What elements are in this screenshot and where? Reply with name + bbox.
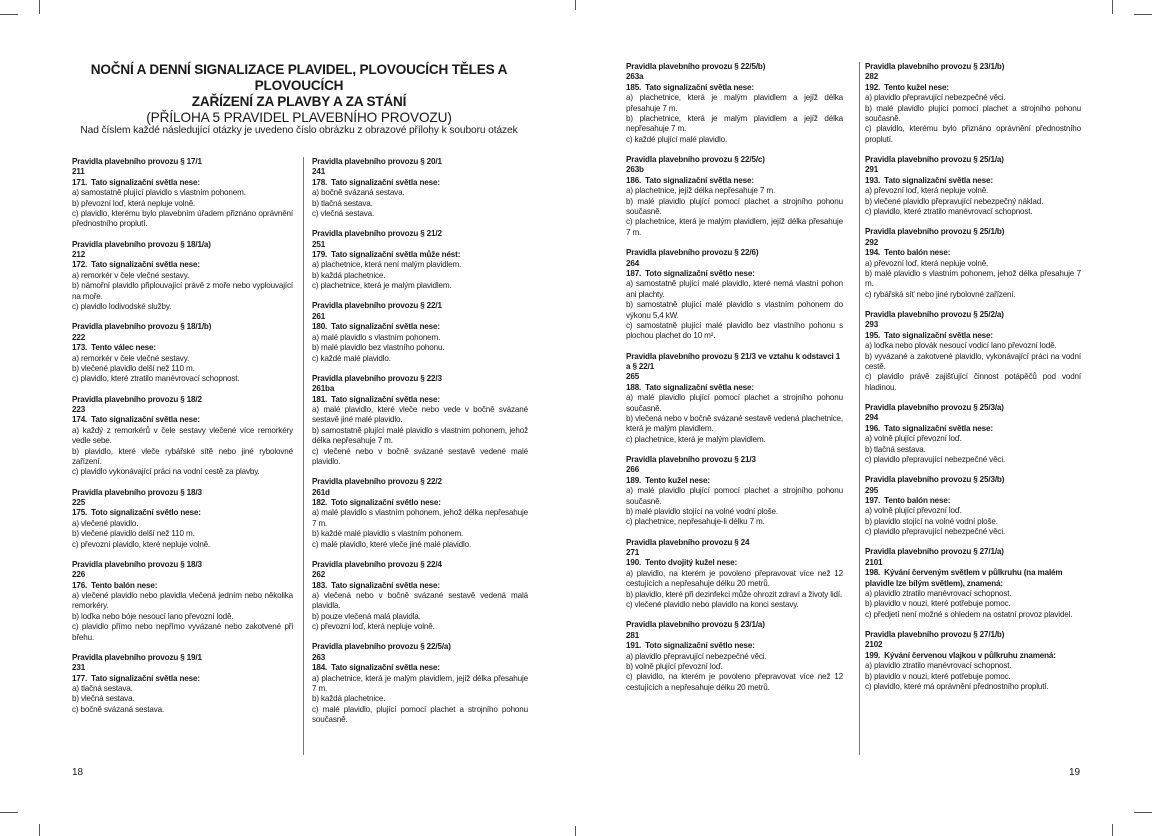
question-block — [865, 630, 1081, 692]
question-source: Pravidla plavebního provozu § 22/6) — [626, 248, 759, 258]
question-text: Tato signalizační světla nese: — [884, 330, 993, 340]
answer-option: c) převozní plavidlo, které nepluje volně. — [72, 539, 211, 549]
answer-option: c) plachetnice, která je malým plavidlem, jejíž délka přesahuje 7 m. — [626, 217, 843, 237]
answer-option: c) každé malé plavidlo. — [312, 353, 391, 363]
question-source: Pravidla plavebního provozu § 25/1/a) — [865, 155, 1004, 165]
crop-mark — [575, 0, 576, 10]
answer-option: b) plavidlo, které vleče rybářské sítě nebo jiné rybolovné zařízení. — [72, 446, 293, 466]
question-block — [626, 455, 843, 528]
answer-option: a) převozní loď, která nepluje volně. — [865, 258, 989, 268]
question-text: Tento kužel nese: — [884, 82, 949, 92]
image-number: 263 — [312, 652, 326, 662]
question-block — [72, 395, 293, 478]
answer-option: b) vlečené plavidlo delší než 110 m. — [72, 363, 195, 373]
question-number: 174. — [72, 415, 88, 425]
answer-option: c) vlečené plavidlo nebo plavidlo na konci sestavy. — [626, 600, 799, 610]
question-block — [72, 240, 293, 313]
answer-option: c) plavidlo právě zajišťující činnost potápěčů pod vodní hladinou. — [865, 372, 1081, 392]
image-number: 261ba — [312, 384, 335, 394]
answer-option: b) plavidlo, které při dezinfekci může ohrozit zdraví a životy lidí. — [626, 589, 843, 599]
question-number: 173. — [72, 343, 88, 353]
answer-option: b) plavidlo v nouzi, které potřebuje pomoc. — [865, 599, 1011, 609]
question-number: 198. — [865, 568, 881, 578]
column-divider — [303, 157, 304, 755]
question-block — [312, 374, 528, 468]
question-stem — [72, 508, 293, 518]
answer-option: b) vlečená nebo v bočně svázané sestavě vedená plachetnice, která je malým plavidlem. — [626, 413, 843, 434]
answer-option: b) malé plavidlo stojící na volné vodní ploše. — [626, 507, 778, 517]
question-block — [626, 620, 843, 693]
answer-option: b) plavidlo v nouzi, které potřebuje pomoc. — [865, 671, 1011, 681]
answer-option: c) plachetnice, která je malým plavidlem. — [312, 281, 452, 291]
question-number: 186. — [626, 175, 642, 185]
question-block — [72, 560, 293, 643]
question-number: 179. — [312, 250, 328, 260]
answer-option: b) vlečené plavidlo delší než 110 m. — [72, 529, 195, 539]
image-number: 225 — [72, 497, 86, 507]
question-stem — [865, 248, 1081, 258]
page-number-left: 18 — [72, 767, 84, 778]
question-text: Tato signalizační světla nese: — [91, 177, 200, 187]
question-block — [626, 155, 843, 238]
question-source: Pravidla plavebního provozu § 21/3 ve vztahu k odstavci 1 a § 22/1 — [626, 351, 841, 371]
answer-option: c) plavidlo přepravující nebezpečné věci. — [865, 455, 1006, 464]
answer-option: b) plavidlo stojící na volné vodní ploše. — [865, 516, 998, 526]
title-line-3: (PŘÍLOHA 5 PRAVIDEL PLAVEBNÍHO PROVOZU) — [146, 110, 452, 125]
question-block — [312, 301, 528, 363]
question-source: Pravidla plavebního provozu § 22/2 — [312, 477, 442, 487]
image-number: 294 — [865, 413, 879, 423]
answer-option: c) plavidlo přímo nebo nepřímo vyvázané nebo zakotvené při břehu. — [72, 622, 293, 642]
question-number: 177. — [72, 673, 88, 683]
question-stem — [312, 498, 528, 508]
question-block — [72, 488, 293, 550]
image-number: 263b — [626, 165, 644, 175]
question-text: Tato signalizační světla nese: — [331, 394, 440, 404]
question-source: Pravidla plavebního provozu § 19/1 — [72, 652, 202, 662]
question-text: Toto signalizační světlo nese: — [91, 508, 201, 518]
crop-mark — [575, 826, 576, 836]
question-stem — [626, 383, 843, 393]
question-stem — [312, 395, 528, 405]
question-number: 190. — [626, 558, 642, 568]
question-block — [312, 560, 528, 633]
question-number: 172. — [72, 260, 88, 270]
question-block — [865, 310, 1081, 393]
question-block — [865, 475, 1081, 537]
answer-option: a) malé plavidlo plující pomocí plachet a strojního pohonu současně. — [626, 393, 843, 413]
answer-option: a) remorkér v čele vlečné sestavy. — [72, 270, 190, 280]
image-number: 265 — [626, 372, 640, 382]
question-text: Tato signalizační světla nese: — [331, 663, 440, 673]
question-text: Tato signalizační světla může nést: — [331, 250, 461, 260]
crop-mark — [39, 0, 40, 14]
question-stem — [626, 83, 843, 93]
question-source: Pravidla plavebního provozu § 24 — [626, 537, 750, 547]
answer-option: b) plachetnice, která je malým plavidlem a jejíž délka nepřesahuje 7 m. — [626, 114, 843, 134]
question-text: Tato signalizační světla nese: — [645, 175, 754, 185]
image-number: 222 — [72, 332, 86, 342]
question-source: Pravidla plavebního provozu § 27/1/b) — [865, 630, 1005, 640]
image-number: 266 — [626, 465, 640, 475]
subtitle: Nad číslem každé následující otázky je uvedeno číslo obrázku z obrazové přílohy k souboru otázek — [80, 125, 518, 136]
answer-option: c) plavidlo, na kterém je povoleno přepravovat více než 12 cestujících a nepřesahuje délku 20 metrů. — [626, 672, 843, 692]
answer-option: b) každá plachetnice. — [312, 694, 386, 704]
page-number-right: 19 — [1069, 767, 1081, 778]
answer-option: c) rybářská síť nebo jiné rybolovné zařízení. — [865, 289, 1016, 299]
answer-option: a) plavidlo, na kterém je povoleno přepravovat více než 12 cestujících a nepřesahuje délku 20 metrů. — [626, 568, 843, 589]
image-number: 241 — [312, 167, 326, 177]
question-number: 182. — [312, 497, 328, 507]
answer-option: b) malé plavidlo plující pomocí plachet a strojního pohonu současně. — [626, 196, 843, 217]
question-source: Pravidla plavebního provozu § 22/5/c) — [626, 155, 765, 165]
answer-option: b) vlečná sestava. — [72, 694, 135, 704]
answer-option: b) převozní loď, která nepluje volně. — [72, 198, 196, 208]
crop-mark — [1112, 0, 1113, 14]
question-source: Pravidla plavebního provozu § 22/5/a) — [312, 642, 451, 652]
question-text: Toto signalizační světlo nese: — [331, 497, 441, 507]
question-text: Kývání červeným světlem v půlkruhu (na malém plavidle lze bílým světlem), znamená: — [865, 568, 1063, 588]
image-number: 212 — [72, 250, 86, 260]
answer-option: a) plachetnice, která je malým plavidlem a jejíž délka přesahuje 7 m. — [626, 93, 843, 113]
question-block — [312, 229, 528, 291]
answer-option: a) loďka nebo plovák nesoucí vodicí lano převozní lodě. — [865, 341, 1057, 351]
answer-option: c) každé plující malé plavidlo. — [626, 134, 728, 144]
answer-option: c) bočně svázaná sestava. — [72, 704, 165, 714]
answer-option: c) plavidlo lodivodské služby. — [72, 302, 172, 312]
answer-option: a) malé plavidlo s vlastním pohonem. — [312, 332, 441, 342]
question-number: 181. — [312, 394, 328, 404]
question-number: 184. — [312, 663, 328, 673]
question-stem — [72, 343, 293, 353]
question-number: 176. — [72, 580, 88, 590]
answer-option: b) malé plavidlo plující pomocí plachet a strojního pohonu současně. — [865, 103, 1081, 124]
image-number: 281 — [626, 630, 640, 640]
column-divider — [859, 62, 860, 755]
image-number: 271 — [626, 548, 640, 558]
answer-option: b) vyvázané a zakotvené plavidlo, vykonávající práci na vodní cestě. — [865, 351, 1081, 371]
answer-option: b) loďka nebo bóje nesoucí lano převozní lodě. — [72, 611, 234, 621]
answer-option: a) plachetnice, která je malým plavidlem, jejíž délka přesahuje 7 m. — [312, 673, 528, 694]
question-source: Pravidla plavebního provozu § 25/3/a) — [865, 402, 1004, 412]
answer-option: a) plachetnice, jejíž délka nepřesahuje 7 m. — [626, 186, 776, 196]
question-text: Tento kužel nese: — [645, 475, 710, 485]
title-line-1: NOČNÍ A DENNÍ SIGNALIZACE PLAVIDEL, PLOVOUCÍCH TĚLES A PLOVOUCÍCH — [90, 62, 508, 93]
answer-option: b) každá plachetnice. — [312, 270, 386, 280]
crop-mark — [39, 824, 40, 836]
question-text: Tato signalizační světla nese: — [91, 260, 200, 270]
answer-option: c) plavidlo, které ztratilo manévrovací schopnost. — [865, 207, 1033, 217]
answer-option: a) vlečená nebo v bočně svázané sestavě vedená malá plavidla. — [312, 591, 528, 611]
question-text: Tento balón nese: — [884, 248, 951, 258]
question-stem — [72, 178, 293, 188]
answer-option: b) tlačná sestava. — [865, 444, 926, 454]
question-number: 195. — [865, 330, 881, 340]
question-column-2 — [312, 157, 528, 726]
question-block — [312, 477, 528, 550]
question-number: 191. — [626, 641, 642, 651]
answer-option: a) malé plavidlo s vlastním pohonem, jehož délka nepřesahuje 7 m. — [312, 508, 528, 528]
answer-option: b) námořní plavidlo připlouvající právě z moře nebo vyplouvající na moře. — [72, 281, 293, 301]
answer-option: b) malé plavidlo bez vlastního pohonu. — [312, 343, 445, 353]
crop-mark — [1112, 824, 1113, 836]
question-text: Tento dvojitý kužel nese: — [645, 558, 738, 568]
question-source: Pravidla plavebního provozu § 25/3/b) — [865, 475, 1005, 485]
answer-option: b) každé malé plavidlo s vlastním pohonem. — [312, 529, 464, 539]
image-number: 211 — [72, 167, 85, 177]
question-source: Pravidla plavebního provozu § 21/2 — [312, 229, 442, 239]
answer-option: a) samostatně plující malé plavidlo, které nemá vlastní pohon ani plachty. — [626, 279, 843, 299]
question-text: Tato signalizační světla nese: — [645, 82, 754, 92]
question-text: Tato signalizační světla nese: — [91, 673, 200, 683]
image-number: 291 — [865, 165, 879, 175]
answer-option: c) plavidlo, kterému bylo plavebním úřadem přiznáno oprávnění přednostního proplutí. — [72, 209, 293, 229]
question-number: 180. — [312, 322, 328, 332]
page-title — [62, 62, 536, 126]
question-source: Pravidla plavebního provozu § 22/1 — [312, 301, 442, 311]
answer-option: b) volně plující převozní loď. — [626, 661, 723, 671]
answer-option: c) převozní loď, která nepluje volně. — [312, 622, 435, 632]
question-text: Tato signalizační světla nese: — [645, 382, 754, 392]
question-source: Pravidla plavebního provozu § 18/3 — [72, 487, 202, 497]
image-number: 261 — [312, 311, 326, 321]
question-stem — [72, 674, 293, 684]
question-text: Tato signalizační světla nese: — [331, 177, 440, 187]
question-stem — [865, 568, 1081, 589]
question-number: 192. — [865, 82, 881, 92]
question-number: 183. — [312, 580, 328, 590]
answer-option: c) plavidlo vykonávající práci na vodní cestě za plavby. — [72, 467, 260, 477]
question-block — [626, 248, 843, 342]
question-stem — [312, 322, 528, 332]
question-number: 178. — [312, 177, 328, 187]
answer-option: a) plavidlo ztratilo manévrovací schopnost. — [865, 661, 1012, 671]
answer-option: a) remorkér v čele vlečné sestavy. — [72, 353, 190, 363]
answer-option: b) malé plavidlo s vlastním pohonem, jehož délka přesahuje 7 m. — [865, 268, 1081, 289]
answer-option: b) pouze vlečená malá plavidla. — [312, 611, 421, 621]
answer-option: a) vlečené plavidlo. — [72, 518, 139, 528]
question-source: Pravidla plavebního provozu § 18/1/b) — [72, 322, 212, 332]
image-number: 263a — [626, 72, 644, 82]
answer-option: c) plachetnice, nepřesahuje-li délku 7 m. — [626, 517, 765, 527]
question-source: Pravidla plavebního provozu § 20/1 — [312, 157, 442, 166]
question-stem — [72, 581, 293, 591]
answer-option: c) plavidlo, kterému bylo přiznáno oprávnění přednostního proplutí. — [865, 124, 1081, 144]
question-number: 199. — [865, 650, 881, 660]
answer-option: c) plavidlo přepravující nebezpečné věci. — [865, 527, 1006, 537]
image-number: 231 — [72, 663, 86, 673]
image-number: 261d — [312, 487, 330, 497]
question-stem — [72, 260, 293, 270]
answer-option: c) předjetí není možné s ohledem na ostatní provoz plavidel. — [865, 609, 1073, 619]
question-stem — [626, 558, 843, 568]
answer-option: a) každý z remorkérů v čele sestavy vlečené více remorkéry vedle sebe. — [72, 425, 293, 446]
question-stem — [312, 178, 528, 188]
question-block — [72, 322, 293, 384]
answer-option: c) malé plavidlo, plující pomocí plachet a strojního pohonu současně. — [312, 704, 528, 725]
crop-mark — [1134, 812, 1152, 813]
image-number: 295 — [865, 485, 879, 495]
question-stem — [865, 496, 1081, 506]
question-text: Tato signalizační světla nese: — [331, 580, 440, 590]
question-stem — [865, 331, 1081, 341]
question-block — [72, 653, 293, 715]
answer-option: a) plavidlo přepravující nebezpečné věci. — [865, 93, 1006, 103]
answer-option: c) plavidlo, které ztratilo manévrovací schopnost. — [72, 374, 240, 384]
image-number: 282 — [865, 72, 879, 82]
image-number: 2101 — [865, 557, 883, 567]
answer-option: b) vlečené plavidlo přepravující nebezpečný náklad. — [865, 196, 1044, 206]
answer-option: a) bočně svázaná sestava. — [312, 188, 405, 198]
answer-option: c) plavidlo, které má oprávnění přednostního proplutí. — [865, 682, 1049, 692]
answer-option: a) samostatně plující plavidlo s vlastním pohonem. — [72, 188, 246, 198]
answer-option: b) samostatně plující malé plavidlo s vlastním pohonem, jehož délka nepřesahuje 7 m. — [312, 425, 528, 446]
question-source: Pravidla plavebního provozu § 18/3 — [72, 559, 202, 569]
question-text: Tato signalizační světla nese: — [91, 415, 200, 425]
answer-option: a) volně plující převozní loď. — [865, 434, 962, 444]
image-number: 262 — [312, 570, 326, 580]
question-column-1 — [72, 157, 293, 715]
question-block — [312, 642, 528, 725]
answer-option: a) volně plující převozní loď. — [865, 506, 962, 516]
question-text: Tato signalizační světla nese: — [884, 423, 993, 433]
image-number: 226 — [72, 570, 86, 580]
question-block — [312, 157, 528, 219]
question-source: Pravidla plavebního provozu § 25/1/b) — [865, 227, 1005, 237]
question-text: Tento balón nese: — [91, 580, 158, 590]
question-stem — [312, 250, 528, 260]
question-stem — [626, 641, 843, 651]
question-block — [865, 227, 1081, 300]
answer-option: a) plavidlo přepravující nebezpečné věci. — [626, 651, 767, 661]
question-block — [626, 538, 843, 611]
question-column-3 — [626, 62, 843, 693]
question-stem — [865, 424, 1081, 434]
question-block — [626, 62, 843, 145]
answer-option: c) samostatně plující malé plavidlo bez vlastního pohonu s plochou plachet do 10 m². — [626, 320, 843, 341]
question-source: Pravidla plavebního provozu § 27/1/a) — [865, 547, 1004, 557]
answer-option: c) plachetnice, která je malým plavidlem. — [626, 434, 766, 444]
question-text: Tato signalizační světla nese: — [884, 175, 993, 185]
question-text: Tento válec nese: — [91, 343, 156, 353]
question-text: Toto signalizační světlo nese: — [645, 641, 755, 651]
question-number: 196. — [865, 423, 881, 433]
question-block — [72, 157, 293, 230]
answer-option: a) převozní loď, která nepluje volně. — [865, 186, 989, 196]
answer-option: a) tlačná sestava. — [72, 684, 133, 694]
question-stem — [626, 269, 843, 279]
question-stem — [626, 476, 843, 486]
question-number: 171. — [72, 177, 88, 187]
question-text: Tato signalizační světla nese: — [331, 322, 440, 332]
question-block — [626, 352, 843, 446]
question-number: 185. — [626, 82, 642, 92]
crop-mark — [0, 14, 18, 15]
question-stem — [865, 651, 1081, 661]
question-stem — [72, 415, 293, 425]
question-stem — [312, 663, 528, 673]
question-number: 194. — [865, 248, 881, 258]
image-number: 292 — [865, 237, 879, 247]
answer-option: b) tlačná sestava. — [312, 198, 373, 208]
answer-option: a) plavidlo ztratilo manévrovací schopnost. — [865, 589, 1012, 599]
image-number: 251 — [312, 239, 326, 249]
question-source: Pravidla plavebního provozu § 23/1/a) — [626, 620, 765, 630]
question-stem — [865, 83, 1081, 93]
question-source: Pravidla plavebního provozu § 21/3 — [626, 455, 756, 464]
question-block — [865, 403, 1081, 465]
answer-option: a) malé plavidlo, které vleče nebo vede v bočně svázané sestavě jiné malé plavidlo. — [312, 404, 528, 425]
question-block — [865, 547, 1081, 620]
question-stem — [626, 176, 843, 186]
question-text: Kývání červenou vlajkou v půlkruhu znamená: — [884, 650, 1056, 660]
question-block — [865, 62, 1081, 145]
question-source: Pravidla plavebního provozu § 23/1/b) — [865, 62, 1005, 71]
question-source: Pravidla plavebního provozu § 22/4 — [312, 559, 442, 569]
question-text: Toto signalizační světlo nese: — [645, 268, 755, 278]
question-source: Pravidla plavebního provozu § 22/3 — [312, 373, 442, 383]
image-number: 2102 — [865, 640, 883, 650]
question-source: Pravidla plavebního provozu § 22/5/b) — [626, 62, 766, 71]
answer-option: c) malé plavidlo, které vleče jiné malé plavidlo. — [312, 539, 472, 549]
answer-option: c) vlečené nebo v bočně svázané sestavě vedené malé plavidlo. — [312, 446, 528, 466]
crop-mark — [0, 812, 18, 813]
question-number: 187. — [626, 268, 642, 278]
answer-option: a) malé plavidlo plující pomocí plachet a strojního pohonu současně. — [626, 486, 843, 506]
image-number: 223 — [72, 404, 86, 414]
question-number: 197. — [865, 496, 881, 506]
question-column-4 — [865, 62, 1081, 693]
crop-mark — [1134, 14, 1152, 15]
question-text: Tento balón nese: — [884, 496, 951, 506]
image-number: 264 — [626, 258, 640, 268]
question-stem — [865, 176, 1081, 186]
question-number: 188. — [626, 382, 642, 392]
question-source: Pravidla plavebního provozu § 17/1 — [72, 157, 202, 166]
question-source: Pravidla plavebního provozu § 18/1/a) — [72, 239, 211, 249]
question-number: 175. — [72, 508, 88, 518]
question-source: Pravidla plavebního provozu § 25/2/a) — [865, 309, 1004, 319]
question-number: 193. — [865, 175, 881, 185]
answer-option: c) vlečná sestava. — [312, 209, 375, 219]
question-stem — [312, 581, 528, 591]
title-line-2: ZAŘÍZENÍ ZA PLAVBY A ZA STÁNÍ — [191, 94, 407, 109]
answer-option: a) vlečené plavidlo nebo plavidla vlečená jedním nebo několika remorkéry. — [72, 591, 293, 611]
question-source: Pravidla plavebního provozu § 18/2 — [72, 394, 202, 404]
answer-option: a) plachetnice, která není malým plavidlem. — [312, 260, 462, 270]
question-number: 189. — [626, 475, 642, 485]
answer-option: b) samostatně plující malé plavidlo s vlastním pohonem do výkonu 5,4 kW. — [626, 300, 843, 320]
question-block — [865, 155, 1081, 217]
image-number: 293 — [865, 320, 879, 330]
